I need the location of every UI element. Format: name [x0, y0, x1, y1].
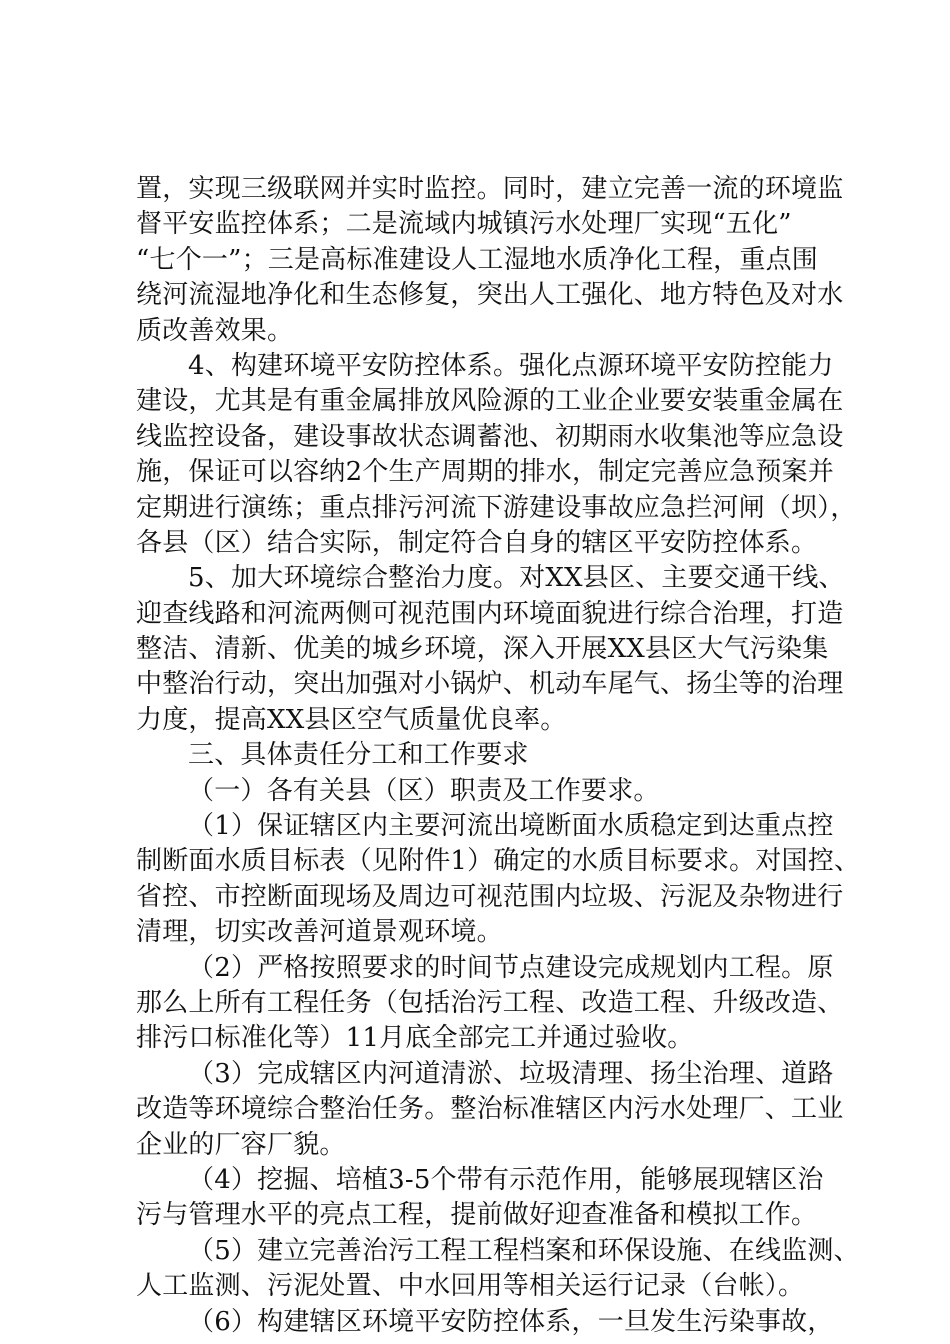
text-line: 企业的厂容厂貌。: [136, 1129, 346, 1160]
text-line: 定期进行演练；重点排污河流下游建设事故应急拦河闸（坝），: [136, 492, 857, 523]
document-body: [136, 172, 861, 1340]
paragraph-start-line: （5）建立完善治污工程工程档案和环保设施、在线监测、: [188, 1235, 860, 1266]
text-line: 整洁、清新、优美的城乡环境，深入开展XX县区大气污染集: [136, 634, 829, 665]
text-line: 施，保证可以容纳2个生产周期的排水，制定完善应急预案并: [136, 457, 834, 488]
text-line: 质改善效果。: [136, 315, 294, 346]
text-line: 那么上所有工程任务（包括治污工程、改造工程、升级改造、: [136, 987, 844, 1018]
text-line: “七个一”；三是高标准建设人工湿地水质净化工程，重点围: [136, 244, 818, 275]
paragraph-start-line: （2）严格按照要求的时间节点建设完成规划内工程。原: [188, 952, 834, 983]
paragraph-start-line: 4、构建环境平安防控体系。强化点源环境平安防控能力: [188, 350, 834, 381]
section-heading: 三、具体责任分工和工作要求: [188, 740, 529, 771]
text-line: 清理，切实改善河道景观环境。: [136, 917, 503, 948]
text-line: 线监控设备，建设事故状态调蓄池、初期雨水收集池等应急设: [136, 421, 844, 452]
paragraph-start-line: （6）构建辖区环境平安防控体系，一旦发生污染事故，: [188, 1306, 834, 1337]
text-line: 建设，尤其是有重金属排放风险源的工业企业要安装重金属在: [136, 386, 844, 417]
paragraph-start-line: （4）挖掘、培植3-5个带有示范作用，能够展现辖区治: [188, 1164, 824, 1195]
text-line: 改造等环境综合整治任务。整治标准辖区内污水处理厂、工业: [136, 1094, 844, 1125]
paragraph-start-line: （3）完成辖区内河道清淤、垃圾清理、扬尘治理、道路: [188, 1058, 834, 1089]
text-line: 各县（区）结合实际，制定符合自身的辖区平安防控体系。: [136, 527, 818, 558]
subsection-heading: （一）各有关县（区）职责及工作要求。: [188, 775, 660, 806]
text-line: 督平安监控体系；二是流域内城镇污水处理厂实现“五化”: [136, 209, 792, 240]
text-line: 中整治行动，突出加强对小锅炉、机动车尾气、扬尘等的治理: [136, 669, 844, 700]
text-line: 排污口标准化等）11月底全部完工并通过验收。: [136, 1023, 694, 1054]
text-line: 迎查线路和河流两侧可视范围内环境面貌进行综合治理，打造: [136, 598, 844, 629]
text-line: 绕河流湿地净化和生态修复，突出人工强化、地方特色及对水: [136, 280, 844, 311]
paragraph-start-line: 5、加大环境综合整治力度。对XX县区、主要交通干线、: [188, 563, 845, 594]
text-line: 置，实现三级联网并实时监控。同时，建立完善一流的环境监: [136, 174, 844, 204]
text-line: 力度，提高XX县区空气质量优良率。: [136, 704, 567, 735]
text-line: 污与管理水平的亮点工程，提前做好迎查准备和模拟工作。: [136, 1200, 818, 1231]
paragraph-start-line: （1）保证辖区内主要河流出境断面水质稳定到达重点控: [188, 811, 834, 842]
text-line: 制断面水质目标表（见附件1）确定的水质目标要求。对国控、: [136, 846, 861, 877]
text-line: 人工监测、污泥处置、中水回用等相关运行记录（台帐）。: [136, 1271, 805, 1302]
text-line: 省控、市控断面现场及周边可视范围内垃圾、污泥及杂物进行: [136, 881, 844, 912]
